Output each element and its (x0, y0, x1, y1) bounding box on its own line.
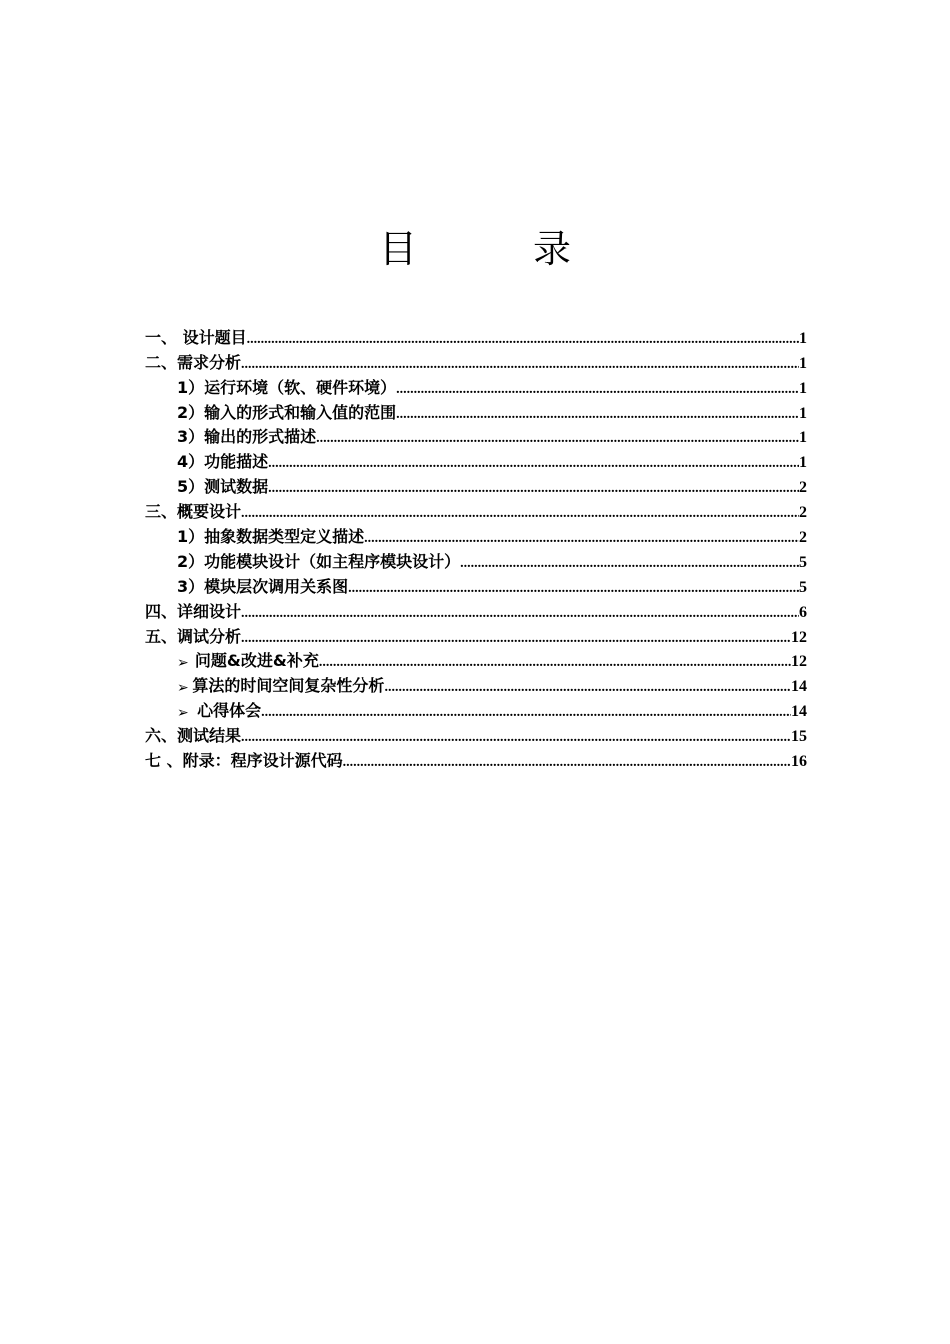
toc-entry-page-number: 1 (799, 429, 807, 447)
toc-entry-page-number: 1 (799, 454, 807, 472)
toc-entry-page-number: 1 (799, 354, 807, 372)
toc-entry-page-number: 5 (799, 578, 807, 596)
toc-entry-label: 心得体会 (197, 701, 262, 721)
toc-entry[interactable] (145, 622, 807, 647)
toc-entry[interactable] (145, 671, 807, 696)
toc-entry[interactable] (145, 398, 807, 423)
dot-leader (268, 481, 799, 497)
toc-entry-page-number: 16 (791, 753, 807, 771)
toc-entry[interactable] (145, 647, 807, 672)
dot-leader (241, 730, 791, 746)
toc-entry-page-number: 6 (799, 603, 807, 621)
toc-entry-label: 三、概要设计 (145, 502, 242, 522)
bullet-arrow-icon: ➢ (177, 655, 189, 672)
toc-entry-page-number: 14 (791, 703, 807, 721)
toc-entry-page-number: 2 (799, 479, 807, 497)
toc-entry-page-number: 12 (791, 628, 807, 646)
toc-entry[interactable] (145, 472, 807, 497)
toc-entry-label: 1）抽象数据类型定义描述 (177, 527, 365, 547)
toc-entry[interactable] (145, 547, 807, 572)
bullet-arrow-icon: ➢ (177, 680, 189, 697)
toc-entry-page-number: 5 (799, 553, 807, 571)
toc-entry-label: 3）模块层次调用关系图 (177, 576, 349, 596)
toc-entry[interactable] (145, 522, 807, 547)
toc-title: 目 录 (378, 227, 624, 271)
toc-entry[interactable] (145, 572, 807, 597)
dot-leader (343, 755, 791, 771)
toc-entry-label: 4）功能描述 (177, 452, 269, 472)
toc-entry[interactable] (145, 323, 807, 348)
toc-entry-page-number: 1 (799, 404, 807, 422)
toc-entry-page-number: 1 (799, 379, 807, 397)
toc-entry-page-number: 14 (791, 678, 807, 696)
dot-leader (384, 680, 791, 696)
dot-leader (241, 631, 791, 647)
toc-entry-page-number: 2 (799, 504, 807, 522)
dot-leader (241, 357, 799, 373)
dot-leader (319, 655, 791, 671)
dot-leader (316, 431, 799, 447)
dot-leader (460, 556, 799, 572)
toc-entry[interactable] (145, 423, 807, 448)
toc-entry-page-number: 12 (791, 653, 807, 671)
dot-leader (247, 332, 799, 348)
toc-entry-label: 一、 设计题目 (145, 327, 247, 347)
dot-leader (241, 606, 799, 622)
toc-entry-page-number: 2 (799, 529, 807, 547)
dot-leader (268, 456, 799, 472)
toc-entry-label: 3）输出的形式描述 (177, 427, 317, 447)
toc-entry-label: 5）测试数据 (177, 477, 269, 497)
toc-entry[interactable] (145, 373, 807, 398)
bullet-arrow-icon: ➢ (177, 705, 189, 722)
toc-entry-label: 2）功能模块设计（如主程序模块设计） (177, 551, 461, 571)
toc-entry-page-number: 1 (799, 329, 807, 347)
toc-entry[interactable] (145, 597, 807, 622)
toc-entry-label: 五、调试分析 (145, 626, 242, 646)
toc-entry-label: 算法的时间空间复杂性分析 (192, 676, 385, 696)
dot-leader (396, 407, 799, 423)
dot-leader (261, 705, 791, 721)
toc-entry-label: 1）运行环境（软、硬件环境） (177, 377, 397, 397)
dot-leader (348, 581, 799, 597)
dot-leader (241, 506, 799, 522)
toc-entry-page-number: 15 (791, 728, 807, 746)
dot-leader (396, 382, 799, 398)
toc-entry-label: 六、测试结果 (145, 726, 242, 746)
toc-entry[interactable] (145, 721, 807, 746)
toc-entry[interactable] (145, 746, 807, 771)
toc-entry[interactable] (145, 497, 807, 522)
toc-entry[interactable] (145, 696, 807, 721)
toc-entry[interactable] (145, 447, 807, 472)
toc-entry-label: 七 、附录：程序设计源代码 (145, 751, 343, 771)
dot-leader (364, 531, 799, 547)
toc-entry[interactable] (145, 348, 807, 373)
table-of-contents (145, 323, 807, 771)
toc-entry-label: 二、需求分析 (145, 352, 242, 372)
toc-entry-label: 四、详细设计 (145, 601, 242, 621)
toc-entry-label: 问题&改进&补充 (194, 651, 319, 671)
toc-entry-label: 2）输入的形式和输入值的范围 (177, 402, 397, 422)
